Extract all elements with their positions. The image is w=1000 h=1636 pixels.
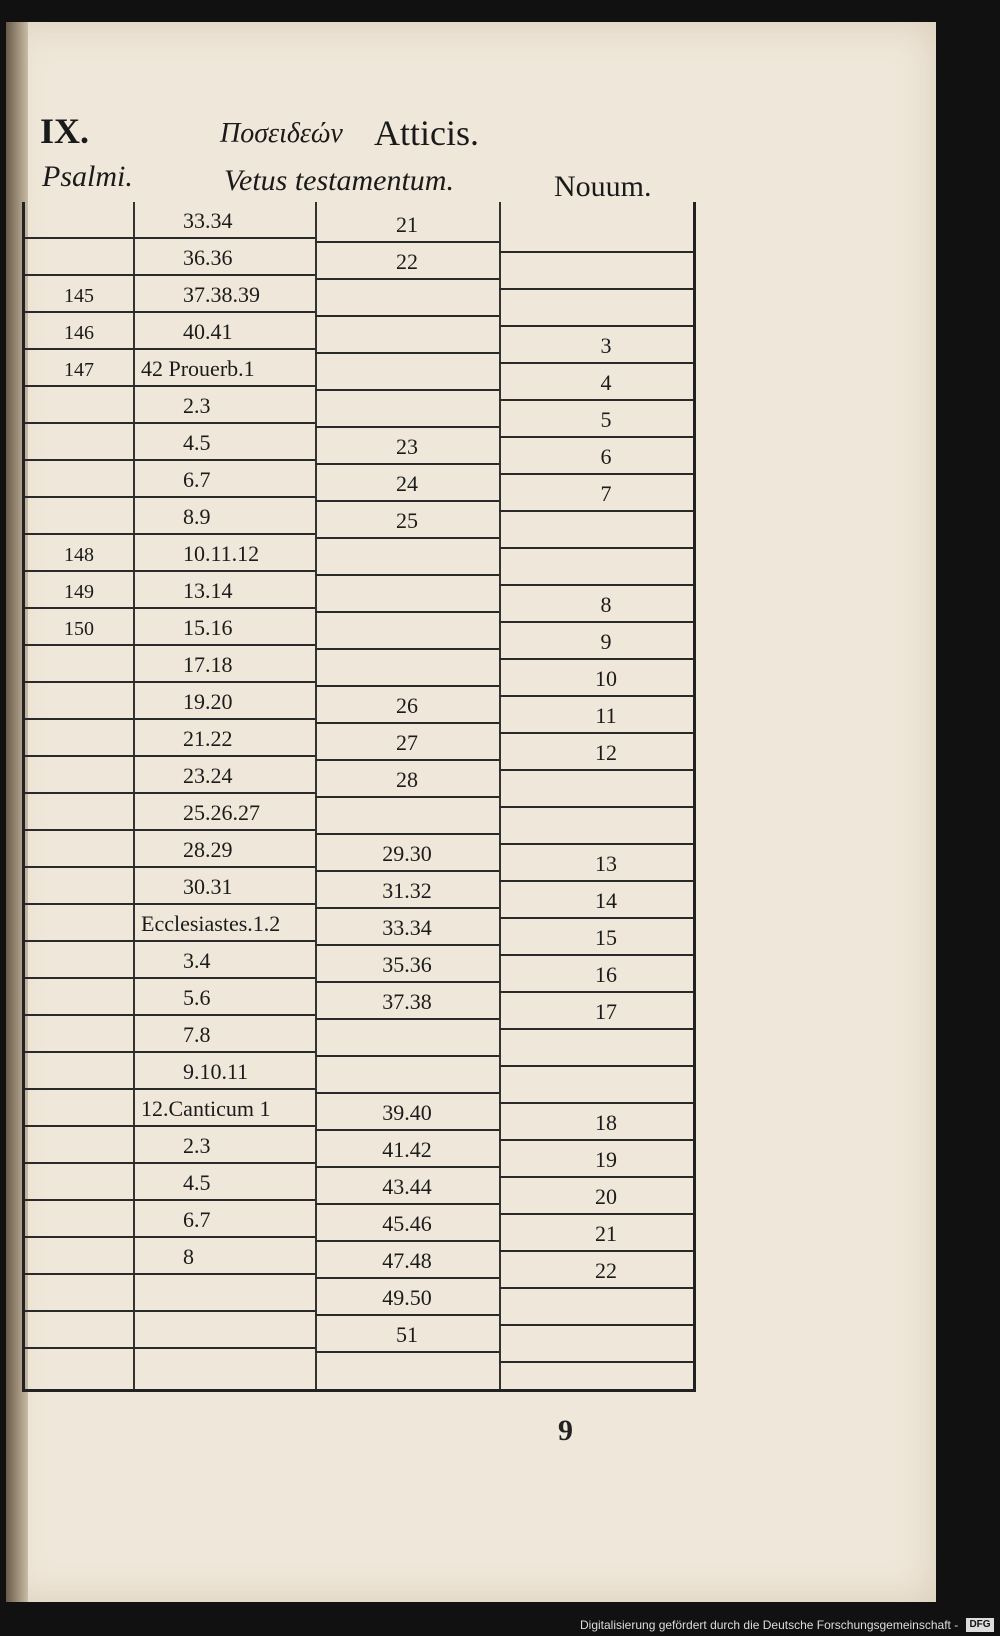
- table-cell-nv: 7: [499, 475, 693, 512]
- table-cell-nv: [499, 1326, 693, 1363]
- table-cell-nv: 19: [499, 1141, 693, 1178]
- table-cell-ps: [25, 868, 133, 905]
- table-cell-nv: 14: [499, 882, 693, 919]
- month-latin: Atticis.: [374, 113, 479, 153]
- table-cell-vt1: 42 Prouerb.1: [133, 350, 315, 387]
- table-cell-vt1: 13.14: [133, 572, 315, 609]
- table-cell-nv: 12: [499, 734, 693, 771]
- book-page: [6, 22, 936, 1602]
- table-cell-nv: 8: [499, 586, 693, 623]
- table-cell-nv: 16: [499, 956, 693, 993]
- table-cell-ps: [25, 1312, 133, 1349]
- table-cell-vt1: 8: [133, 1238, 315, 1275]
- table-cell-vt2: 31.32: [315, 872, 499, 909]
- table-cell-ps: 148: [25, 535, 133, 572]
- table-cell-nv: [499, 216, 693, 253]
- table-cell-nv: [499, 808, 693, 845]
- table-cell-vt2: [315, 539, 499, 576]
- table-cell-nv: [499, 1067, 693, 1104]
- table-cell-ps: [25, 942, 133, 979]
- footer-credit: Digitalisierung gefördert durch die Deutsche Forschungsgemeinschaft -: [580, 1618, 959, 1632]
- column-vetus-2: [315, 202, 501, 1389]
- table-cell-vt2: [315, 613, 499, 650]
- table-cell-ps: [25, 1201, 133, 1238]
- table-cell-ps: 146: [25, 313, 133, 350]
- table-cell-vt2: 24: [315, 465, 499, 502]
- table-cell-ps: [25, 794, 133, 831]
- table-cell-ps: [25, 646, 133, 683]
- table-cell-ps: [25, 831, 133, 868]
- table-cell-vt1: 19.20: [133, 683, 315, 720]
- table-cell-vt1: 4.5: [133, 1164, 315, 1201]
- table-cell-ps: 150: [25, 609, 133, 646]
- table-cell-vt2: 28: [315, 761, 499, 798]
- table-cell-nv: 10: [499, 660, 693, 697]
- table-cell-vt2: 43.44: [315, 1168, 499, 1205]
- table-cell-vt1: 9.10.11: [133, 1053, 315, 1090]
- table-cell-vt1: 40.41: [133, 313, 315, 350]
- table-cell-nv: [499, 290, 693, 327]
- table-cell-ps: [25, 498, 133, 535]
- table-cell-ps: [25, 1238, 133, 1275]
- table-cell-ps: [25, 461, 133, 498]
- section-number: IX.: [40, 111, 90, 151]
- table-cell-nv: 15: [499, 919, 693, 956]
- table-cell-ps: [25, 387, 133, 424]
- table-cell-nv: [499, 549, 693, 586]
- table-cell-vt2: 49.50: [315, 1279, 499, 1316]
- table-cell-vt2: 35.36: [315, 946, 499, 983]
- table-cell-vt2: 29.30: [315, 835, 499, 872]
- table-cell-vt1: 5.6: [133, 979, 315, 1016]
- table-cell-ps: [25, 683, 133, 720]
- table-cell-nv: 18: [499, 1104, 693, 1141]
- page-signature: 9: [558, 1414, 573, 1447]
- table-cell-vt2: [315, 354, 499, 391]
- table-cell-nv: 22: [499, 1252, 693, 1289]
- table-cell-vt1: 28.29: [133, 831, 315, 868]
- table-cell-vt1: 15.16: [133, 609, 315, 646]
- table-cell-vt1: 4.5: [133, 424, 315, 461]
- table-cell-ps: [25, 1275, 133, 1312]
- reading-table: [22, 202, 696, 1392]
- table-cell-vt1: 12.Canticum 1: [133, 1090, 315, 1127]
- column-header-vetus: Vetus testamentum.: [224, 164, 454, 197]
- table-cell-vt1: 30.31: [133, 868, 315, 905]
- dfg-logo: DFG: [966, 1618, 994, 1632]
- table-cell-nv: [499, 1030, 693, 1067]
- table-cell-ps: [25, 1127, 133, 1164]
- column-header-nouum: Nouum.: [554, 170, 652, 203]
- table-cell-ps: 149: [25, 572, 133, 609]
- table-cell-nv: 21: [499, 1215, 693, 1252]
- table-cell-nv: 4: [499, 364, 693, 401]
- table-cell-nv: 13: [499, 845, 693, 882]
- table-cell-ps: [25, 202, 133, 239]
- table-cell-vt2: 37.38: [315, 983, 499, 1020]
- table-cell-nv: 17: [499, 993, 693, 1030]
- table-cell-vt2: 47.48: [315, 1242, 499, 1279]
- table-cell-vt1: 6.7: [133, 461, 315, 498]
- table-cell-vt1: 3.4: [133, 942, 315, 979]
- table-cell-nv: [499, 771, 693, 808]
- table-cell-vt1: 10.11.12: [133, 535, 315, 572]
- table-cell-vt1: 7.8: [133, 1016, 315, 1053]
- table-cell-ps: [25, 979, 133, 1016]
- table-cell-vt2: 39.40: [315, 1094, 499, 1131]
- table-cell-vt2: [315, 280, 499, 317]
- table-cell-vt1: [133, 1275, 315, 1312]
- table-cell-ps: 147: [25, 350, 133, 387]
- table-cell-vt1: 33.34: [133, 202, 315, 239]
- table-cell-nv: 9: [499, 623, 693, 660]
- table-cell-ps: [25, 424, 133, 461]
- table-cell-nv: 6: [499, 438, 693, 475]
- table-cell-vt1: 17.18: [133, 646, 315, 683]
- table-cell-vt2: 22: [315, 243, 499, 280]
- table-cell-vt1: [133, 1312, 315, 1349]
- table-cell-vt1: 6.7: [133, 1201, 315, 1238]
- table-cell-vt1: 2.3: [133, 387, 315, 424]
- table-cell-vt1: 36.36: [133, 239, 315, 276]
- table-cell-vt2: [315, 798, 499, 835]
- table-cell-vt1: 37.38.39: [133, 276, 315, 313]
- table-cell-vt1: 23.24: [133, 757, 315, 794]
- table-cell-vt2: 41.42: [315, 1131, 499, 1168]
- table-cell-vt2: 27: [315, 724, 499, 761]
- table-cell-vt2: [315, 650, 499, 687]
- table-cell-vt2: 25: [315, 502, 499, 539]
- column-vetus-1: [133, 202, 317, 1389]
- table-cell-vt2: [315, 1057, 499, 1094]
- table-cell-ps: [25, 1090, 133, 1127]
- table-cell-nv: 3: [499, 327, 693, 364]
- table-cell-vt2: 45.46: [315, 1205, 499, 1242]
- table-cell-nv: [499, 253, 693, 290]
- column-nouum: [499, 202, 693, 1389]
- table-cell-nv: 5: [499, 401, 693, 438]
- column-psalmi: [25, 202, 135, 1389]
- table-cell-vt1: 2.3: [133, 1127, 315, 1164]
- table-cell-ps: [25, 757, 133, 794]
- table-cell-nv: 11: [499, 697, 693, 734]
- table-cell-vt2: 51: [315, 1316, 499, 1353]
- table-cell-nv: [499, 512, 693, 549]
- table-cell-ps: [25, 1164, 133, 1201]
- table-cell-vt1: Ecclesiastes.1.2: [133, 905, 315, 942]
- table-cell-vt1: 25.26.27: [133, 794, 315, 831]
- table-cell-ps: [25, 720, 133, 757]
- table-cell-vt1: 21.22: [133, 720, 315, 757]
- column-header-psalmi: Psalmi.: [42, 160, 133, 193]
- table-cell-vt2: [315, 391, 499, 428]
- table-cell-nv: [499, 1289, 693, 1326]
- table-cell-ps: [25, 1016, 133, 1053]
- table-cell-ps: 145: [25, 276, 133, 313]
- table-cell-vt2: 33.34: [315, 909, 499, 946]
- table-cell-nv: 20: [499, 1178, 693, 1215]
- table-cell-vt2: 21: [315, 206, 499, 243]
- table-cell-ps: [25, 1053, 133, 1090]
- table-cell-vt2: 23: [315, 428, 499, 465]
- table-cell-ps: [25, 239, 133, 276]
- table-cell-vt2: [315, 1020, 499, 1057]
- table-cell-vt2: [315, 576, 499, 613]
- table-cell-ps: [25, 905, 133, 942]
- table-cell-vt2: 26: [315, 687, 499, 724]
- table-cell-vt2: [315, 317, 499, 354]
- month-greek: Ποσειδεών: [220, 118, 343, 149]
- table-cell-vt1: 8.9: [133, 498, 315, 535]
